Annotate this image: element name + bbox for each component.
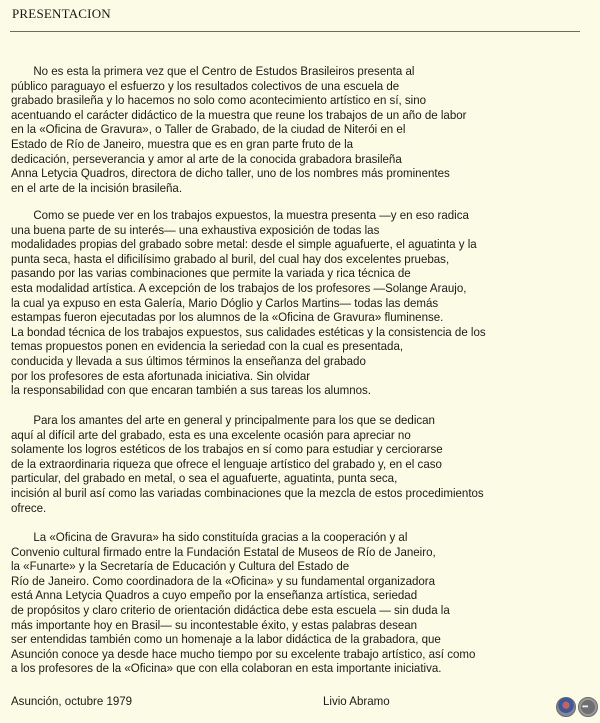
text-line: la «Funarte» y la Secretaría de Educación y Cultura del Estado de: [11, 559, 350, 574]
paragraph-1: [11, 64, 591, 195]
text-line: La «Oficina de Gravura» ha sido constituída gracias a la cooperación y al: [33, 530, 408, 544]
signature-place-date: Asunción, octubre 1979: [11, 694, 133, 708]
text-line: Para los amantes del arte en general y principalmente para los que se dedican: [33, 413, 435, 427]
text-line: incisión al buril así como las variadas combinaciones que la mezcla de estos procedimientos: [11, 485, 484, 500]
signature-author: Livio Abramo: [323, 694, 390, 708]
flag-seal-icon: [556, 697, 576, 717]
text-line: está Anna Letycia Quadros a cuyo empeño por la enseñanza artística, seriedad: [11, 588, 418, 603]
text-line: de propósitos y claro criterio de orientación didáctica debe esta escuela — sin duda la: [11, 602, 450, 617]
page-title: PRESENTACION: [12, 6, 111, 21]
text-line: la responsabilidad con que encaran también a sus tareas los alumnos.: [11, 383, 372, 398]
text-line: Convenio cultural firmado entre la Fundación Estatal de Museos de Río de Janeiro,: [11, 544, 436, 559]
text-line: en el arte de la incisión brasileña.: [11, 180, 183, 195]
text-line: solamente los logros estéticos de los trabajos en sí como para estudiar y cerciorarse: [11, 442, 443, 457]
text-line: ofrece.: [11, 500, 47, 515]
text-line: una buena parte de su interés— una exhaustiva exposición de todas las: [11, 222, 380, 237]
text-line: esta modalidad artística. A excepción de los trabajos de los profesores —Solange Araujo,: [11, 280, 467, 295]
text-line: Como se puede ver en los trabajos expuestos, la muestra presenta —y en eso radica: [33, 208, 469, 222]
text-line: público paraguayo el esfuerzo y los resultados colectivos de una escuela de: [11, 78, 400, 93]
text-line: en la «Oficina de Gravura», o Taller de Grabado, de la ciudad de Niterói en el: [11, 122, 406, 137]
text-line: más importante hoy en Brasil— su incontestable éxito, y estas palabras desean: [11, 617, 418, 632]
text-line: Asunción conoce ya desde hace mucho tiempo por su excelente trabajo artístico, así como: [11, 646, 476, 661]
text-line: punta seca, hasta el dificilísimo grabado al buril, del cual hay dos excelentes pruebas,: [11, 251, 450, 266]
text-line: por los profesores de esta afortunada iniciativa. Sin olvidar: [11, 368, 311, 383]
text-line: pasando por las varias combinaciones que permite la variada y rica técnica de: [11, 266, 411, 281]
paragraph-2: [11, 208, 591, 398]
text-line: No es esta la primera vez que el Centro de Estudos Brasileiros presenta al: [33, 64, 415, 78]
text-line: la cual ya expuso en esta Galería, Mario Dóglio y Carlos Martins— todas las demás: [11, 295, 439, 310]
text-line: dedicación, perseverancia y amor al arte de la conocida grabadora brasileña: [11, 151, 402, 166]
text-line: estampas fueron ejecutadas por los alumnos de la «Oficina de Gravura» fluminense.: [11, 310, 444, 325]
text-line: conducida y llevada a sus últimos términos la enseñanza del grabado: [11, 353, 366, 368]
text-line: de la extraordinaria riqueza que ofrece el lenguaje artístico del grabado y, en el caso: [11, 456, 442, 471]
text-line: Río de Janeiro. Como coordinadora de la «Oficina» y su fundamental organizadora: [11, 573, 436, 588]
text-line: particular, del grabado en metal, o sea el aguafuerte, aguatinta, punta seca,: [11, 471, 398, 486]
text-line: aquí al difícil arte del grabado, esta es una excelente ocasión para apreciar no: [11, 427, 411, 442]
text-line: a los profesores de la «Oficina» que con ella colaboran en esta importante iniciativa.: [11, 661, 442, 676]
title-divider: [10, 31, 580, 32]
text-line: La bondad técnica de los trabajos expuestos, sus calidades estéticas y la consistencia de los: [11, 324, 486, 339]
paragraph-3: [11, 413, 591, 515]
text-line: acentuando el carácter didáctico de la muestra que reune los trabajos de un año de labor: [11, 107, 467, 122]
text-line: ser entendidas también como un homenaje a la labor didáctica de la grabadora, que: [11, 632, 441, 647]
paragraph-4: [11, 530, 591, 676]
text-line: Estado de Río de Janeiro, muestra que es en gran parte fruto de la: [11, 136, 354, 151]
text-line: temas propuestos ponen en evidencia la seriedad con la cual es presentada,: [11, 339, 404, 354]
text-line: Anna Letycia Quadros, directora de dicho taller, uno de los nombres más prominentes: [11, 166, 450, 181]
stars-seal-icon: [578, 697, 598, 717]
text-line: modalidades propias del grabado sobre metal: desde el simple aguafuerte, el aguatinta y la: [11, 237, 477, 252]
text-line: grabado brasileña y lo hacemos no solo como acontecimiento artístico en sí, sino: [11, 93, 427, 108]
